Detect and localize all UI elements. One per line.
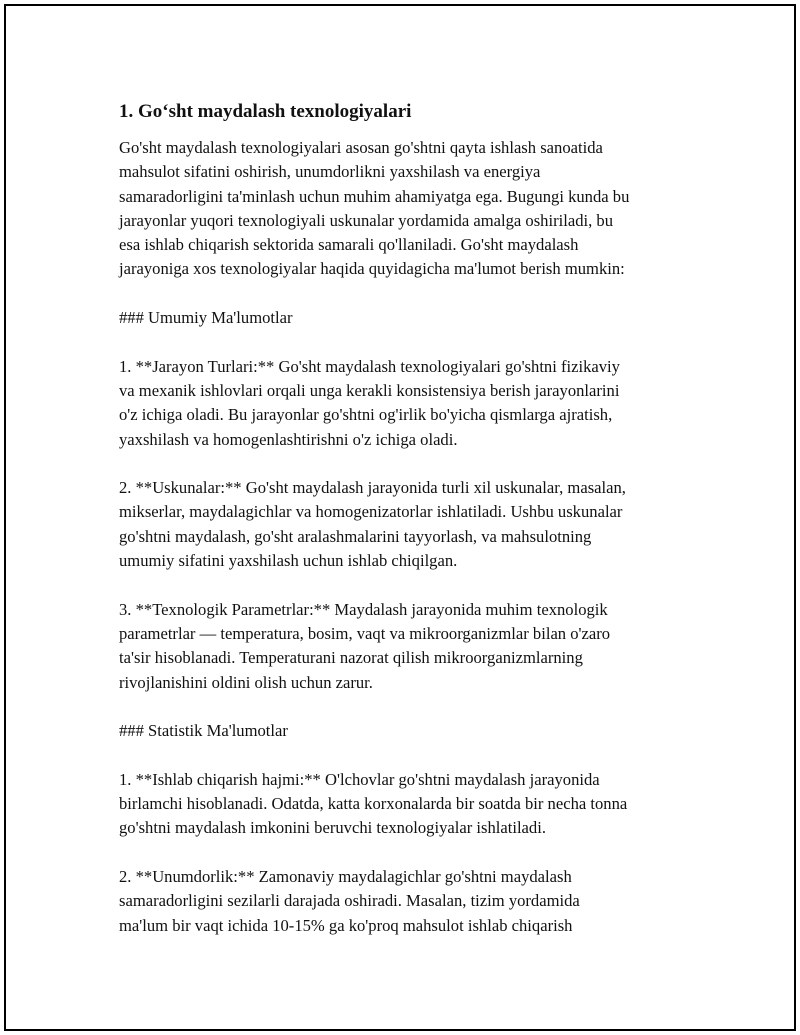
text-line: va mexanik ishlovlari orqali unga kerakli konsistensiya berish jarayonlarini <box>119 380 620 400</box>
text-line: 2. **Unumdorlik:** Zamonaviy maydalagichlar go'shtni maydalash <box>119 866 572 886</box>
text-line: samaradorligini ta'minlash uchun muhim ahamiyatga ega. Bugungi kunda bu <box>119 186 630 206</box>
text-line: samaradorligini sezilarli darajada oshiradi. Masalan, tizim yordamida <box>119 891 580 911</box>
text-line: 1. **Jarayon Turlari:** Go'sht maydalash texnologiyalari go'shtni fizikaviy <box>119 356 620 376</box>
text-line: ### Umumiy Ma'lumotlar <box>119 308 293 328</box>
paragraph <box>119 476 699 573</box>
text-line: esa ishlab chiqarish sektorida samarali qo'llaniladi. Go'sht maydalash <box>119 235 579 255</box>
text-line: umumiy sifatini yaxshilash uchun ishlab chiqilgan. <box>119 551 458 571</box>
document-title: 1. Go‘sht maydalash texnologiyalari <box>119 101 412 122</box>
text-line: 2. **Uskunalar:** Go'sht maydalash jarayonida turli xil uskunalar, masalan, <box>119 478 626 498</box>
text-line: go'shtni maydalash, go'sht aralashmalarini tayyorlash, va mahsulotning <box>119 526 592 546</box>
text-line: Go'sht maydalash texnologiyalari asosan go'shtni qayta ishlash sanoatida <box>119 138 603 157</box>
text-line: o'z ichiga oladi. Bu jarayonlar go'shtni og'irlik bo'yicha qismlarga ajratish, <box>119 405 613 425</box>
paragraph-list <box>119 136 699 938</box>
text-line: 1. **Ishlab chiqarish hajmi:** O'lchovlar go'shtni maydalash jarayonida <box>119 769 600 789</box>
text-line: parametrlar — temperatura, bosim, vaqt va mikroorganizmlar bilan o'zaro <box>119 623 611 643</box>
text-line: rivojlanishini oldini olish uchun zarur. <box>119 672 373 692</box>
paragraph <box>119 768 699 841</box>
text-line: go'shtni maydalash imkonini beruvchi texnologiyalar ishlatiladi. <box>119 818 546 838</box>
text-line: ta'sir hisoblanadi. Temperaturani nazorat qilish mikroorganizmlarning <box>119 648 583 668</box>
text-line: yaxshilash va homogenlashtirishni o'z ichiga oladi. <box>119 429 458 449</box>
text-line: mahsulot sifatini oshirish, unumdorlikni yaxshilash va energiya <box>119 162 541 182</box>
text-line: ma'lum bir vaqt ichida 10-15% ga ko'proq mahsulot ishlab chiqarish <box>119 915 573 935</box>
text-line: birlamchi hisoblanadi. Odatda, katta korxonalarda bir soatda bir necha tonna <box>119 794 628 814</box>
section-heading <box>119 306 699 330</box>
text-line: mikserlar, maydalagichlar va homogenizatorlar ishlatiladi. Ushbu uskunalar <box>119 502 623 522</box>
text-line: 3. **Texnologik Parametrlar:** Maydalash jarayonida muhim texnologik <box>119 599 608 619</box>
paragraph <box>119 136 699 282</box>
paragraph <box>119 355 699 452</box>
text-line: jarayonlar yuqori texnologiyali uskunalar yordamida amalga oshiriladi, bu <box>119 210 613 230</box>
paragraph <box>119 598 699 695</box>
page-frame <box>4 4 796 1031</box>
section-heading <box>119 719 699 743</box>
document-body <box>119 100 699 962</box>
text-line: ### Statistik Ma'lumotlar <box>119 721 288 741</box>
text-line: jarayoniga xos texnologiyalar haqida quyidagicha ma'lumot berish mumkin: <box>119 259 625 279</box>
paragraph <box>119 865 699 938</box>
